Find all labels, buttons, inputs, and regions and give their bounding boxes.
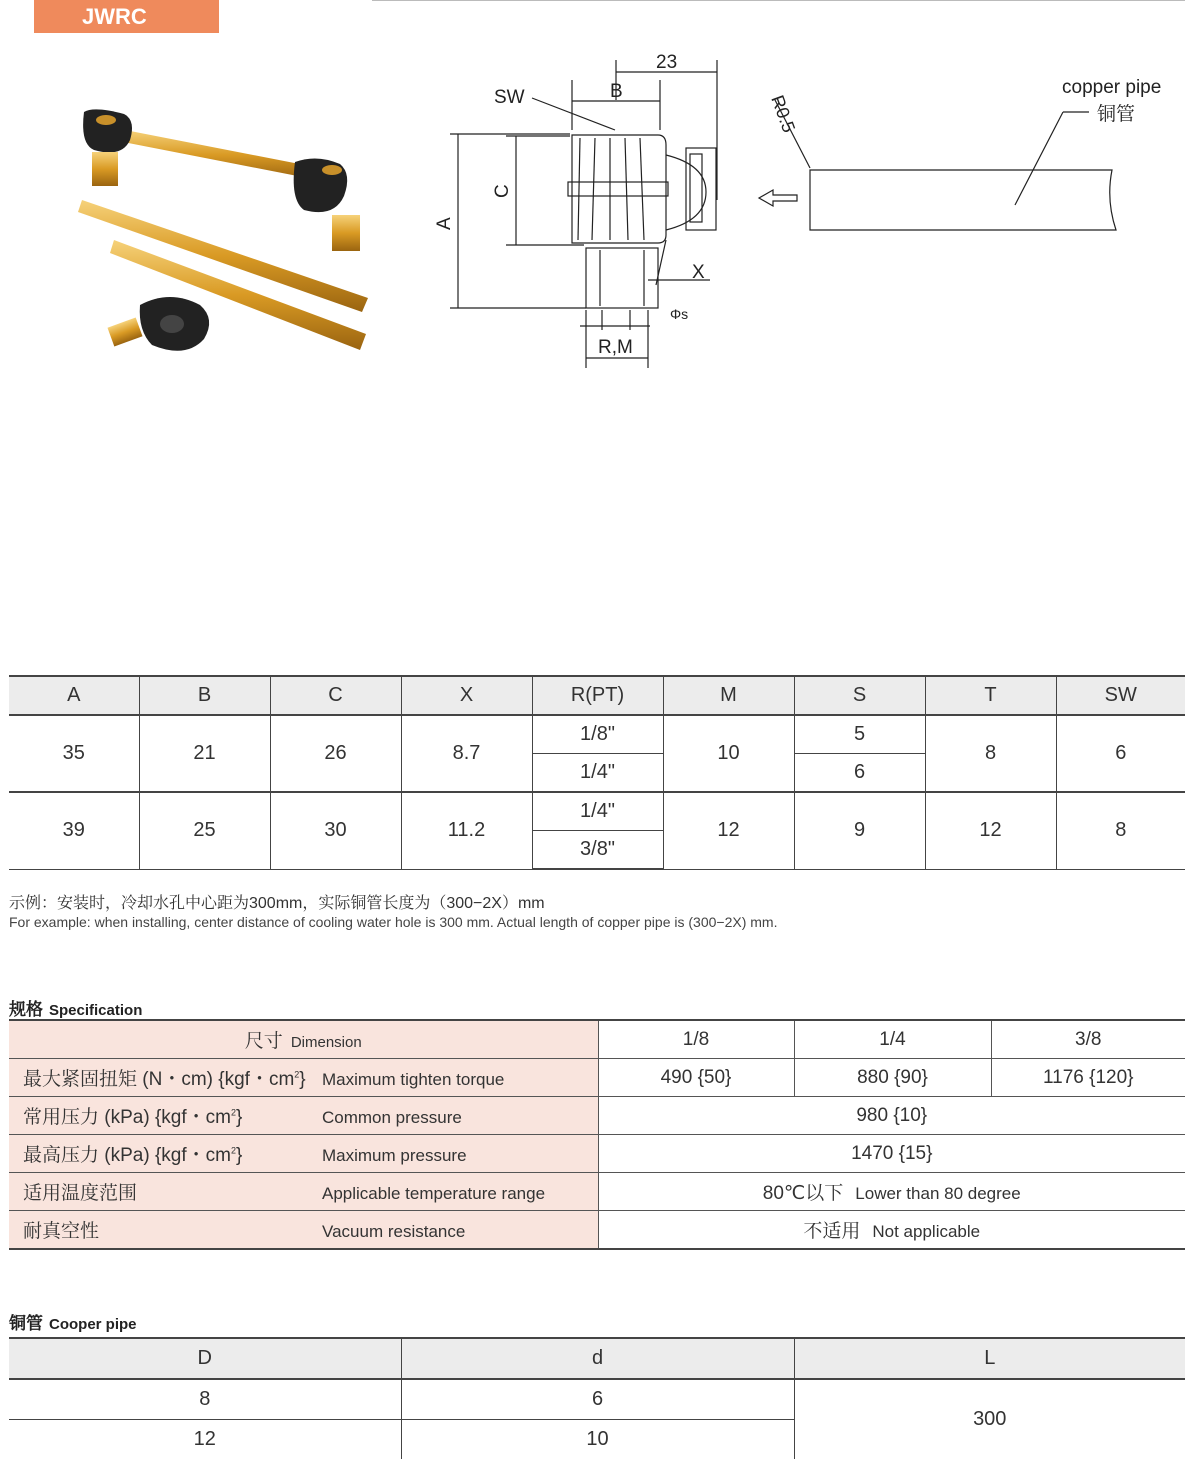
common-pressure-label-cn: 常用压力 (kPa) {kgf・cm — [23, 1107, 231, 1128]
copper-pipe-drawing — [745, 70, 1175, 250]
table-row — [9, 1379, 1185, 1420]
spec-header-row — [9, 1020, 1185, 1059]
size-header: 3/8 — [991, 1020, 1185, 1059]
cell-sw: 6 — [1056, 715, 1185, 792]
max-pressure-label-cn: 最高压力 (kPa) {kgf・cm — [23, 1145, 231, 1166]
temperature-label — [9, 1173, 598, 1211]
pipe-title-en: Cooper pipe — [49, 1316, 137, 1333]
cell-b: 25 — [139, 792, 270, 869]
col-header-s: S — [794, 676, 925, 715]
table-row — [9, 792, 1185, 831]
col-header-r: R(PT) — [532, 676, 663, 715]
pipe-title-cn: 铜管 — [9, 1314, 43, 1333]
common-pressure-sup: 2 — [231, 1108, 236, 1118]
dimension-header-en: Dimension — [291, 1034, 362, 1051]
max-pressure-sup: 2 — [231, 1146, 236, 1156]
dim-a-label: A — [434, 217, 455, 230]
col-header-c: C — [270, 676, 401, 715]
torque-sup: 2 — [294, 1070, 299, 1080]
radius-label: R0.5 — [767, 93, 799, 136]
cell-sw: 8 — [1056, 792, 1185, 869]
cell-x: 8.7 — [401, 715, 532, 792]
dim-sw-label: SW — [494, 87, 525, 108]
col-header-t: T — [925, 676, 1056, 715]
cell-m: 12 — [663, 792, 794, 869]
common-pressure-label-en: Common pressure — [322, 1108, 462, 1127]
pipe-table — [9, 1337, 1185, 1459]
top-rule — [372, 0, 1185, 1]
cell-t: 8 — [925, 715, 1056, 792]
col-header-d-outer: D — [9, 1338, 401, 1379]
table-row — [9, 715, 1185, 754]
cell-b: 21 — [139, 715, 270, 792]
size-header: 1/4 — [794, 1020, 991, 1059]
temperature-label-en: Applicable temperature range — [322, 1184, 545, 1203]
temperature-value-en: Lower than 80 degree — [855, 1184, 1020, 1203]
vacuum-value — [598, 1211, 1185, 1250]
dim-c-label: C — [492, 184, 513, 198]
dim-23-label: 23 — [656, 52, 677, 73]
dim-rm-label: R,M — [598, 337, 633, 358]
note-chinese: 示例：安装时，冷却水孔中心距为300mm，实际铜管长度为（300−2X）mm — [9, 890, 545, 913]
vacuum-value-en: Not applicable — [872, 1222, 980, 1241]
col-header-b: B — [139, 676, 270, 715]
cell-r: 3/8" — [532, 831, 663, 870]
cell-a: 39 — [9, 792, 139, 869]
cell-m: 10 — [663, 715, 794, 792]
dim-x-label: X — [692, 262, 705, 283]
col-header-l: L — [794, 1338, 1185, 1379]
col-header-d-inner: d — [401, 1338, 794, 1379]
cell-r: 1/4" — [532, 792, 663, 831]
note-english: For example: when installing, center distance of cooling water hole is 300 mm. Actual length of copper pipe is (300−2X) mm. — [9, 914, 777, 930]
size-header: 1/8 — [598, 1020, 794, 1059]
max-pressure-label-en: Maximum pressure — [322, 1146, 467, 1165]
assembled-pipe — [83, 109, 360, 251]
dim-b-label: B — [610, 81, 623, 102]
loose-fitting — [107, 297, 209, 351]
vacuum-label-cn: 耐真空性 — [9, 1216, 322, 1243]
product-photo — [70, 100, 380, 365]
cell-c: 26 — [270, 715, 401, 792]
max-pressure-label-cn-close: } — [236, 1145, 242, 1166]
vacuum-label-en: Vacuum resistance — [322, 1222, 465, 1241]
spec-row-torque — [9, 1059, 1185, 1097]
product-tag: JWRC — [34, 0, 219, 33]
dimension-header-cn: 尺寸 — [245, 1031, 283, 1052]
cell-d-inner: 6 — [401, 1379, 794, 1420]
cell-t: 12 — [925, 792, 1056, 869]
common-pressure-value: 980 {10} — [598, 1097, 1185, 1135]
spec-row-temperature — [9, 1173, 1185, 1211]
col-header-m: M — [663, 676, 794, 715]
temperature-label-cn: 适用温度范围 — [9, 1178, 322, 1205]
cell-d-outer: 8 — [9, 1379, 401, 1420]
max-pressure-value: 1470 {15} — [598, 1135, 1185, 1173]
cell-l: 300 — [794, 1379, 1185, 1459]
pipe-header-row — [9, 1338, 1185, 1379]
torque-label-en: Maximum tighten torque — [322, 1070, 504, 1089]
dimension-table — [9, 675, 1185, 870]
copper-pipe-en-label: copper pipe — [1062, 77, 1161, 98]
cell-x: 11.2 — [401, 792, 532, 869]
spec-title-en: Specification — [49, 1002, 142, 1019]
vacuum-value-cn: 不适用 — [803, 1221, 860, 1242]
spec-row-max-pressure — [9, 1135, 1185, 1173]
cell-s: 5 — [794, 715, 925, 754]
torque-label — [9, 1059, 598, 1097]
torque-label-cn-close: } — [299, 1069, 305, 1090]
cell-s: 9 — [794, 792, 925, 869]
common-pressure-label-cn-close: } — [236, 1107, 242, 1128]
cell-r: 1/8" — [532, 715, 663, 754]
cell-s: 6 — [794, 754, 925, 793]
temperature-value-cn: 80℃以下 — [763, 1183, 843, 1204]
cell-a: 35 — [9, 715, 139, 792]
torque-value: 1176 {120} — [991, 1059, 1185, 1097]
cell-d-outer: 12 — [9, 1420, 401, 1459]
torque-value: 490 {50} — [598, 1059, 794, 1097]
common-pressure-label — [9, 1097, 598, 1135]
fitting-drawing — [420, 40, 740, 380]
col-header-x: X — [401, 676, 532, 715]
cell-d-inner: 10 — [401, 1420, 794, 1459]
vacuum-label — [9, 1211, 598, 1250]
temperature-value — [598, 1173, 1185, 1211]
cell-c: 30 — [270, 792, 401, 869]
spec-title-cn: 规格 — [9, 1000, 43, 1019]
spec-row-vacuum — [9, 1211, 1185, 1250]
dim-phi-s-label: Φs — [670, 306, 688, 322]
col-header-a: A — [9, 676, 139, 715]
pipe-title — [9, 1309, 137, 1334]
torque-label-cn: 最大紧固扭矩 (N・cm) {kgf・cm — [23, 1069, 294, 1090]
spec-table — [9, 1019, 1185, 1250]
cell-r: 1/4" — [532, 754, 663, 793]
copper-pipe-cn-label: 铜管 — [1097, 103, 1135, 125]
torque-value: 880 {90} — [794, 1059, 991, 1097]
max-pressure-label — [9, 1135, 598, 1173]
dimension-header-row — [9, 676, 1185, 715]
spec-title — [9, 995, 142, 1020]
spec-row-common-pressure — [9, 1097, 1185, 1135]
col-header-sw: SW — [1056, 676, 1185, 715]
dimension-header — [9, 1020, 598, 1059]
